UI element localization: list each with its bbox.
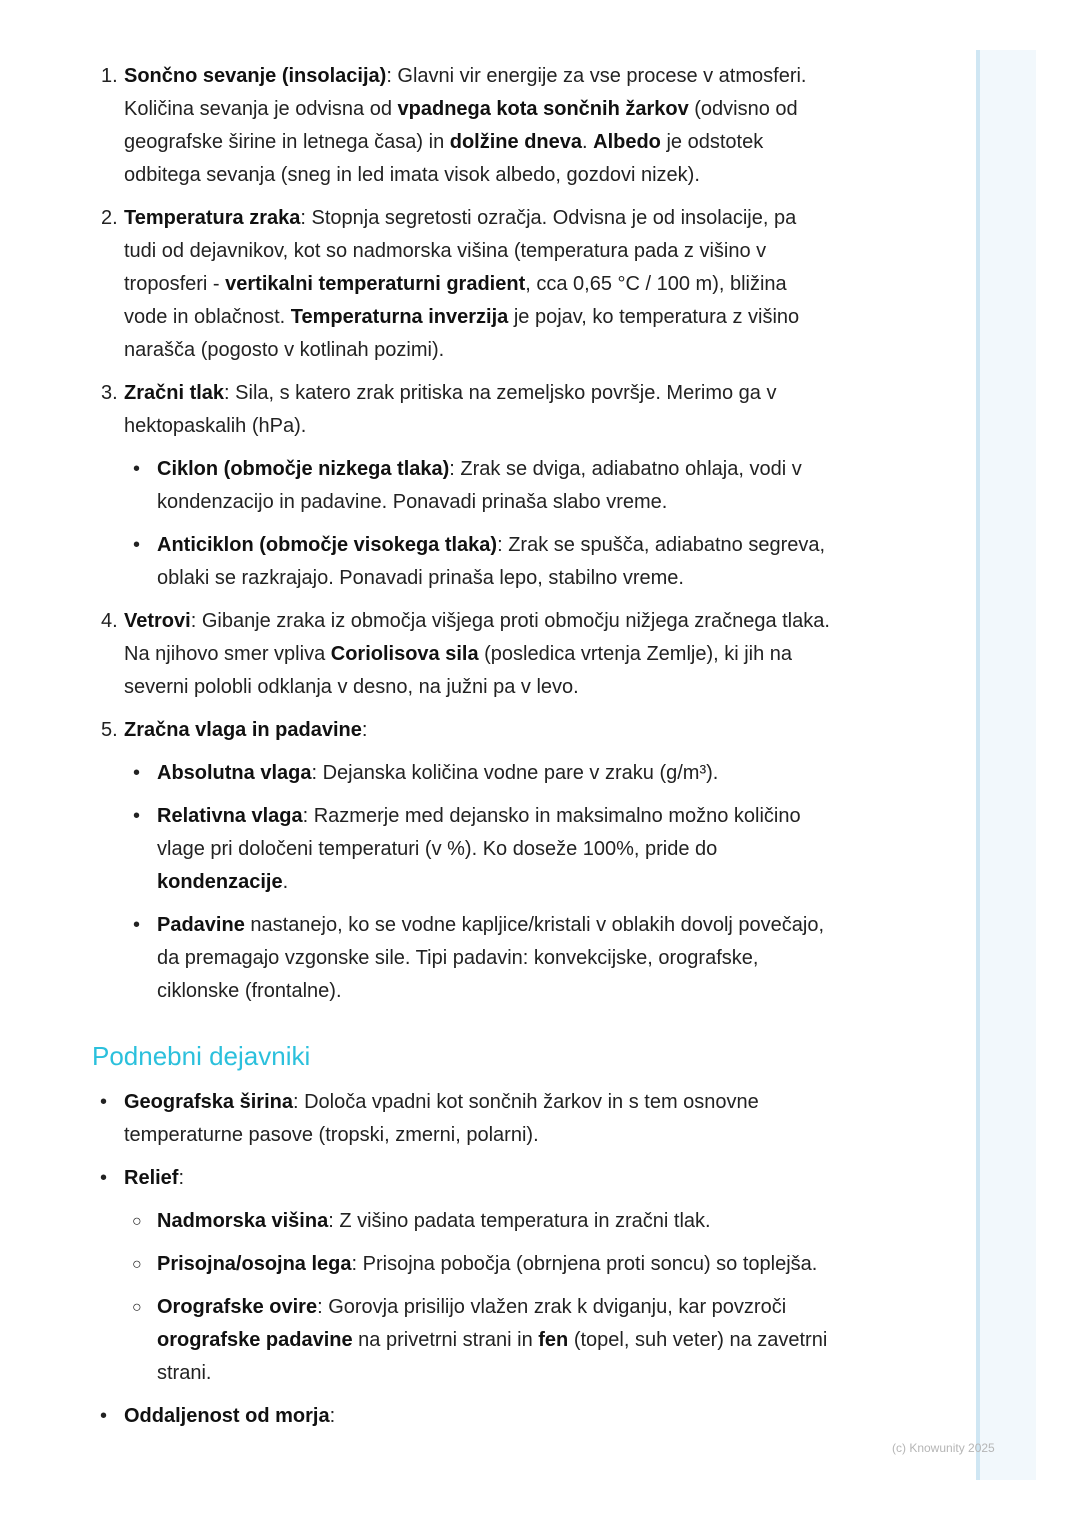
text-run: : Zrak se spušča, adiabatno segreva, oblaki se razkrajajo. Ponavadi prinaša lepo, stabilno vreme. [157, 534, 826, 589]
bold-term: fen [538, 1329, 569, 1351]
text-run: je pojav, ko temperatura z višino narašča (pogosto v kotlinah pozimi). [124, 306, 800, 361]
side-panel [976, 50, 1036, 1480]
bold-term: vpadnega kota sončnih žarkov [397, 98, 689, 120]
bullet-marker: • [133, 534, 141, 556]
bold-term: Temperatura zraka [124, 207, 301, 229]
numbered-list-item [0, 202, 834, 367]
bullet-marker: • [100, 1405, 108, 1427]
bold-term: Albedo [593, 131, 661, 153]
bold-term: Zračna vlaga in padavine [124, 719, 362, 741]
section-heading: Podnebni dejavniki [92, 1041, 311, 1071]
text-run: na privetrni strani in [352, 1329, 539, 1351]
text-run: , cca 0,65 °C / 100 m), bližina vode in oblačnost. [124, 273, 787, 328]
text-run: : Sila, s katero zrak pritiska na zemeljsko površje. Merimo ga v hektopaskalih (hPa). [124, 382, 777, 437]
text-run: : Gibanje zraka iz območja višjega proti območju nižjega zračnega tlaka. Na njihovo smer vpliva [124, 610, 830, 665]
bold-term: Oddaljenost od morja [124, 1405, 330, 1427]
bold-term: orografske padavine [157, 1329, 353, 1351]
factor-list-item [0, 1086, 834, 1152]
bullet-list-item [0, 757, 834, 790]
main-content [0, 50, 900, 1433]
bold-term: Nadmorska višina [157, 1210, 329, 1232]
bullet-list-item [0, 529, 834, 595]
text-run: : Z višino padata temperatura in zračni tlak. [328, 1210, 711, 1232]
numbered-list-item [0, 714, 834, 747]
bold-term: Padavine [157, 914, 245, 936]
text-run: (posledica vrtenja Zemlje), ki jih na severni polobli odklanja v desno, na južni pa v levo. [124, 643, 793, 698]
bold-term: Prisojna/osojna lega [157, 1253, 352, 1275]
bold-term: Coriolisova sila [330, 643, 479, 665]
text-run: (topel, suh veter) na zavetrni strani. [157, 1329, 828, 1384]
text-run: nastanejo, ko se vodne kapljice/kristali v oblakih dovolj povečajo, da premagajo vzgonske sile. Tipi padavin: konvekcijske, orografske, ciklonske (frontalne). [157, 914, 825, 1002]
bullet-list-item [0, 800, 834, 899]
bold-term: Absolutna vlaga [157, 762, 312, 784]
sub-factor-list-item [0, 1205, 834, 1238]
text-run: je odstotek odbitega sevanja (sneg in led imata visok albedo, gozdovi nizek). [124, 131, 764, 186]
list-number: 3. [101, 382, 118, 404]
circle-marker: ○ [132, 1213, 142, 1230]
bold-term: Temperaturna inverzija [290, 306, 509, 328]
text-run: : Določa vpadni kot sončnih žarkov in s tem osnovne temperaturne pasove (tropski, zmerni, polarni). [124, 1091, 759, 1146]
list-number: 5. [101, 719, 118, 741]
bold-term: Vetrovi [124, 610, 191, 632]
sub-factor-list-item [0, 1291, 834, 1390]
bullet-marker: • [133, 914, 141, 936]
list-number: 1. [101, 65, 118, 87]
bullet-marker: • [100, 1167, 108, 1189]
numbered-list-item [0, 377, 834, 443]
text-run: : [361, 719, 368, 741]
text-run: . [582, 131, 594, 153]
bold-term: Ciklon (območje nizkega tlaka) [157, 458, 450, 480]
text-run: : [178, 1167, 185, 1189]
numbered-list [0, 60, 900, 1008]
numbered-list-item [0, 60, 834, 192]
list-number: 2. [101, 207, 118, 229]
bold-term: vertikalni temperaturni gradient [225, 273, 526, 295]
text-run: : Dejanska količina vodne pare v zraku (g/m³). [311, 762, 719, 784]
list-number: 4. [101, 610, 118, 632]
copyright-note: (c) Knowunity 2025 [892, 1441, 995, 1455]
factors-list [0, 1086, 900, 1433]
bullet-marker: • [133, 805, 141, 827]
text-run: : Razmerje med dejansko in maksimalno možno količino vlage pri določeni temperaturi (v %). Ko doseže 100%, pride do [157, 805, 801, 860]
text-run: : Gorovja prisilijo vlažen zrak k dviganju, kar povzroči [317, 1296, 787, 1318]
numbered-list-item [0, 605, 834, 704]
sub-factor-list-item [0, 1248, 834, 1281]
bold-term: Sončno sevanje (insolacija) [124, 65, 387, 87]
bold-term: kondenzacije [157, 871, 283, 893]
bullet-list-item [0, 453, 834, 519]
bold-term: Relativna vlaga [157, 805, 303, 827]
factor-list-item [0, 1162, 834, 1195]
bullet-marker: • [133, 458, 141, 480]
text-run: (odvisno od geografske širine in letnega časa) in [124, 98, 798, 153]
bold-term: dolžine dneva [449, 131, 582, 153]
bold-term: Orografske ovire [157, 1296, 318, 1318]
circle-marker: ○ [132, 1256, 142, 1273]
circle-marker: ○ [132, 1299, 142, 1316]
text-run: : Zrak se dviga, adiabatno ohlaja, vodi v kondenzacijo in padavine. Ponavadi prinaša slabo vreme. [157, 458, 802, 513]
bullet-list-item [0, 909, 834, 1008]
text-run: : Glavni vir energije za vse procese v atmosferi. Količina sevanja je odvisna od [124, 65, 807, 120]
bold-term: Anticiklon (območje visokega tlaka) [157, 534, 498, 556]
bullet-marker: • [100, 1091, 108, 1113]
bold-term: Relief [124, 1167, 179, 1189]
text-run: : Prisojna pobočja (obrnjena proti soncu) so toplejša. [351, 1253, 818, 1275]
bullet-marker: • [133, 762, 141, 784]
text-run: . [282, 871, 289, 893]
text-run: : Stopnja segretosti ozračja. Odvisna je od insolacije, pa tudi od dejavnikov, kot so nadmorska višina (temperatura pada z višino v troposferi - [124, 207, 797, 295]
bold-term: Zračni tlak [124, 382, 225, 404]
text-run: : [329, 1405, 336, 1427]
bold-term: Geografska širina [124, 1091, 293, 1113]
factor-list-item [0, 1400, 834, 1433]
